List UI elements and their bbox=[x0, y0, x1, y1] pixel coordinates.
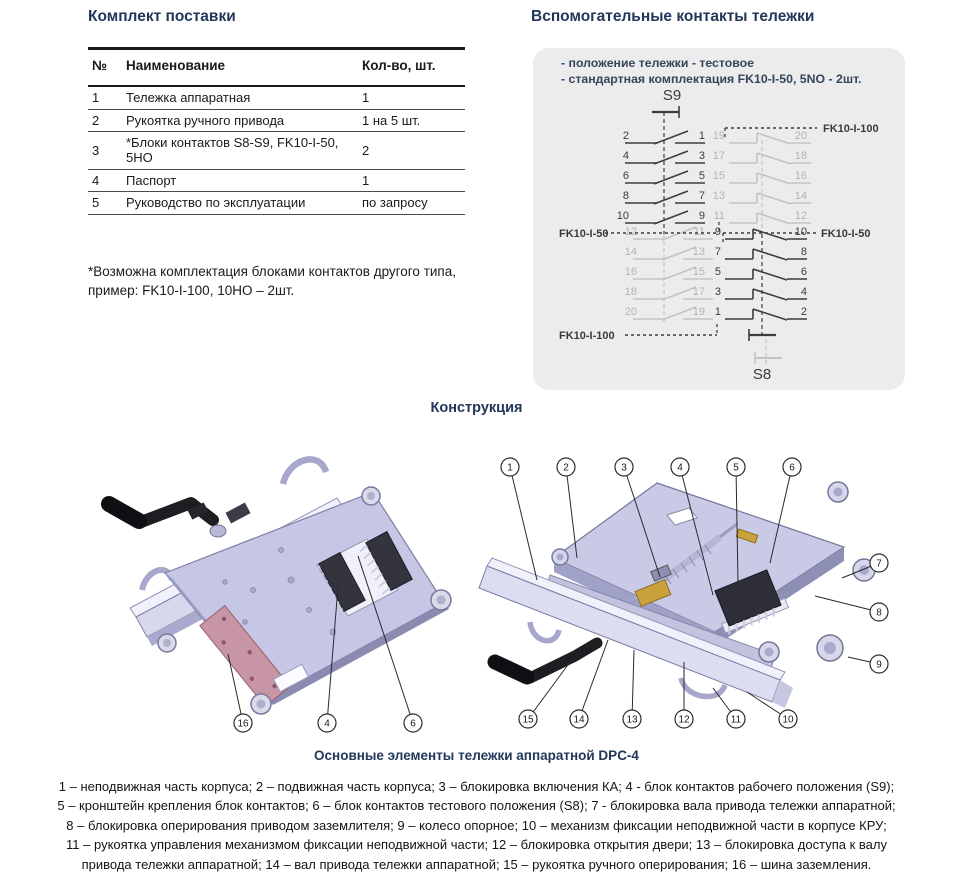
schematic-shape bbox=[654, 131, 688, 144]
schematic-text: 6 bbox=[622, 170, 629, 182]
schematic-text: 12 bbox=[624, 226, 637, 238]
schematic-text: 3 bbox=[714, 286, 721, 298]
delivery-table bbox=[88, 47, 465, 215]
construction-caption: Основные элементы тележки аппаратной DPC-4 bbox=[314, 748, 639, 763]
aux-contacts-title: Вспомогательные контакты тележки bbox=[531, 8, 815, 25]
schematic-text: 4 bbox=[622, 150, 629, 162]
schematic-text: 14 bbox=[624, 246, 637, 258]
table-cell: Тележка аппаратная bbox=[126, 86, 362, 109]
table-cell: Паспорт bbox=[126, 169, 362, 192]
table-cell: 2 bbox=[88, 109, 126, 132]
schematic-shape bbox=[662, 307, 696, 320]
callout-leader bbox=[632, 650, 634, 719]
table-cell: 1 на 5 шт. bbox=[362, 109, 465, 132]
table-row bbox=[88, 86, 465, 109]
delivery-table-header-row bbox=[88, 49, 465, 87]
schematic-shape bbox=[753, 309, 787, 320]
crank-grip bbox=[495, 662, 527, 677]
schematic-text: 13 bbox=[712, 190, 725, 202]
callout-leader bbox=[815, 596, 879, 612]
delivery-table-header: Кол-во, шт. bbox=[362, 49, 465, 87]
construction-legend bbox=[0, 777, 953, 874]
text-line: пример: FK10-I-100, 10НО – 2шт. bbox=[88, 283, 295, 298]
rail-mechanism bbox=[225, 503, 250, 524]
schematic-shape bbox=[662, 267, 696, 280]
callout-number: 6 bbox=[410, 718, 416, 730]
text-line: привода тележки аппаратной; 14 – вал привода тележки аппаратной; 15 – рукоятка ручного оперирования; 16 – шина заземления. bbox=[81, 856, 872, 872]
schematic-text: 5 bbox=[698, 170, 705, 182]
fk-label: FK10-I-50 bbox=[559, 228, 609, 240]
table-cell: 5 bbox=[88, 192, 126, 215]
callout-number: 9 bbox=[876, 659, 882, 671]
schematic-text: 2 bbox=[622, 130, 629, 142]
schematic-shape bbox=[654, 151, 688, 164]
text-line: 5 – кронштейн крепления блок контактов; 6 – блок контактов тестового положения (S8); 7 - блокировка вала привода тележки аппаратной; bbox=[57, 798, 896, 814]
construction-title: Конструкция bbox=[430, 400, 523, 416]
schematic-text: 5 bbox=[714, 266, 721, 278]
table-row bbox=[88, 192, 465, 215]
rail-boss bbox=[210, 525, 226, 537]
schematic-text: 8 bbox=[800, 246, 807, 258]
panel-note: - стандартная комплектация FK10-I-50, 5NO - 2шт. bbox=[561, 72, 862, 86]
callout-number: 1 bbox=[507, 462, 513, 474]
schematic-shape bbox=[753, 289, 787, 300]
schematic-text: 11 bbox=[693, 226, 705, 238]
delivery-footnote bbox=[88, 262, 518, 300]
panel-note: - положение тележки - тестовое bbox=[561, 56, 754, 70]
aux-contacts-panel bbox=[533, 48, 905, 390]
schematic-shape bbox=[662, 247, 696, 260]
callout-number: 8 bbox=[876, 607, 882, 619]
handle-hoop-top bbox=[283, 459, 326, 484]
callout-number: 16 bbox=[237, 718, 249, 730]
table-cell: 1 bbox=[362, 169, 465, 192]
text-line: 11 – рукоятка управления механизмом фиксации неподвижной части; 12 – блокировка открытия двери; 13 – блокировка доступа к валу bbox=[66, 837, 887, 853]
callout-leader bbox=[566, 467, 577, 558]
schematic-text: 7 bbox=[698, 190, 705, 202]
delivery-table-header: № bbox=[88, 49, 126, 87]
schematic-text: 16 bbox=[624, 266, 637, 278]
schematic-shape bbox=[753, 229, 787, 240]
callout-number: 10 bbox=[782, 714, 794, 726]
schematic-text: 20 bbox=[794, 130, 807, 142]
callout-number: 15 bbox=[522, 714, 534, 726]
left-drawing bbox=[95, 432, 480, 744]
schematic-shape bbox=[654, 171, 688, 184]
schematic-text: 1 bbox=[714, 306, 721, 318]
callout-number: 6 bbox=[789, 462, 795, 474]
callout-number: 5 bbox=[733, 462, 739, 474]
callout-number: 13 bbox=[626, 714, 638, 726]
schematic-text: 14 bbox=[794, 190, 807, 202]
callout-number: 4 bbox=[677, 462, 683, 474]
table-row bbox=[88, 132, 465, 170]
schematic-text: 17 bbox=[712, 150, 725, 162]
s8-label: S8 bbox=[752, 366, 772, 383]
delivery-table-body bbox=[88, 86, 465, 214]
table-cell: 1 bbox=[362, 86, 465, 109]
schematic-text: 12 bbox=[794, 210, 807, 222]
schematic-text: 11 bbox=[713, 210, 725, 222]
schematic-shape bbox=[753, 249, 787, 260]
fk-label: FK10-I-50 bbox=[821, 228, 871, 240]
text-line: 8 – блокировка оперирования приводом заземлителя; 9 – колесо опорное; 10 – механизм фиксации неподвижной части в корпусе КРУ; bbox=[66, 817, 887, 833]
table-cell: 3 bbox=[88, 132, 126, 170]
table-cell: 1 bbox=[88, 86, 126, 109]
schematic-text: 4 bbox=[800, 286, 807, 298]
schematic-text: 9 bbox=[714, 226, 721, 238]
delivery-title: Комплект поставки bbox=[88, 8, 236, 25]
table-cell: 2 bbox=[362, 132, 465, 170]
callout-number: 7 bbox=[876, 558, 882, 570]
text-line: *Возможна комплектация блоками контактов другого типа, bbox=[88, 264, 456, 279]
handle-hoop-left bbox=[530, 622, 559, 641]
table-row bbox=[88, 109, 465, 132]
schematic-shape bbox=[753, 269, 787, 280]
callout-number: 14 bbox=[573, 714, 585, 726]
callout-number: 2 bbox=[563, 462, 569, 474]
schematic-text: 18 bbox=[624, 286, 637, 298]
schematic-text: 19 bbox=[692, 306, 705, 318]
delivery-table-header: Наименование bbox=[126, 49, 362, 87]
schematic-text: 2 bbox=[800, 306, 807, 318]
table-cell: по запросу bbox=[362, 192, 465, 215]
right-drawing bbox=[475, 440, 905, 742]
schematic-text: 1 bbox=[698, 130, 705, 142]
schematic-shape bbox=[654, 191, 688, 204]
fixed-plate bbox=[165, 492, 444, 699]
schematic-text: 10 bbox=[616, 210, 629, 222]
schematic-text: 9 bbox=[698, 210, 705, 222]
table-row bbox=[88, 169, 465, 192]
table-cell: Рукоятка ручного привода bbox=[126, 109, 362, 132]
schematic-text: 3 bbox=[698, 150, 705, 162]
aux-contacts-schematic bbox=[533, 48, 905, 390]
schematic-text: 15 bbox=[712, 170, 725, 182]
schematic-text: 17 bbox=[692, 286, 705, 298]
schematic-text: 8 bbox=[622, 190, 629, 202]
fk-label: FK10-I-100 bbox=[559, 330, 615, 342]
text-line: 1 – неподвижная часть корпуса; 2 – подвижная часть корпуса; 3 – блокировка включения КА; 4 - блок контактов рабочего положения (S9); bbox=[58, 779, 895, 794]
schematic-text: 15 bbox=[692, 266, 705, 278]
schematic-text: 16 bbox=[794, 170, 807, 182]
callout-number: 11 bbox=[730, 714, 742, 726]
callout-leader bbox=[510, 467, 537, 580]
table-cell: Руководство по эксплуатации bbox=[126, 192, 362, 215]
schematic-shape bbox=[654, 211, 688, 224]
schematic-shape bbox=[662, 287, 696, 300]
schematic-text: 18 bbox=[794, 150, 807, 162]
schematic-text: 10 bbox=[794, 226, 807, 238]
fk-label: FK10-I-100 bbox=[823, 123, 879, 135]
schematic-text: 7 bbox=[714, 246, 721, 258]
schematic-text: 13 bbox=[692, 246, 705, 258]
schematic-text: 19 bbox=[712, 130, 725, 142]
schematic-text: 20 bbox=[624, 306, 637, 318]
table-cell: 4 bbox=[88, 169, 126, 192]
table-cell: *Блоки контактов S8-S9, FK10-I-50, 5НО bbox=[126, 132, 362, 170]
s9-label: S9 bbox=[662, 87, 682, 104]
callout-number: 4 bbox=[324, 718, 330, 730]
schematic-text: 6 bbox=[800, 266, 807, 278]
crank-grip bbox=[109, 504, 139, 521]
callout-number: 12 bbox=[678, 714, 690, 726]
callout-number: 3 bbox=[621, 462, 627, 474]
